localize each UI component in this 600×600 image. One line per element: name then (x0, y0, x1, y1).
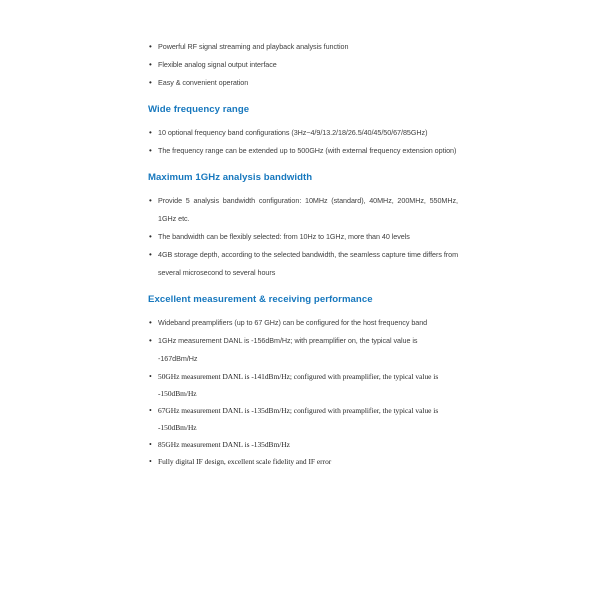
bullet-icon: • (149, 250, 152, 259)
section-heading-maximum-analysis-bandwidth: Maximum 1GHz analysis bandwidth (148, 172, 313, 183)
list-item (148, 192, 458, 228)
content-area (148, 38, 458, 470)
bullet-text: Powerful RF signal streaming and playback analysis function (158, 42, 349, 51)
section-bullet-list (148, 314, 458, 470)
list-item (148, 402, 458, 436)
list-item (148, 142, 458, 160)
bullet-text: Easy & convenient operation (158, 78, 249, 87)
list-item (148, 38, 458, 56)
list-item (148, 56, 458, 74)
bullet-text: 4GB storage depth, according to the selected bandwidth, the seamless capture time differs from several microsecond to several hours (158, 250, 459, 277)
bullet-text: The frequency range can be extended up to 500GHz (with external frequency extension option) (158, 146, 457, 155)
bullet-icon: • (149, 232, 152, 241)
bullet-icon: • (149, 128, 152, 137)
section-heading-measurement-receiving-performance: Excellent measurement & receiving performance (148, 294, 373, 305)
list-item (148, 453, 458, 470)
bullet-text: 1GHz measurement DANL is -156dBm/Hz; with preamplifier on, the typical value is -167dBm/Hz (158, 336, 418, 363)
bullet-icon: • (149, 42, 152, 51)
intro-bullet-list (148, 38, 458, 92)
bullet-text: Provide 5 analysis bandwidth configuration: 10MHz (standard), 40MHz, 200MHz, 550MHz, 1GHz etc. (158, 196, 458, 223)
bullet-icon: • (149, 406, 152, 415)
bullet-icon: • (149, 196, 152, 205)
bullet-icon: • (149, 372, 152, 381)
bullet-icon: • (149, 318, 152, 327)
list-item (148, 314, 458, 332)
bullet-icon: • (149, 78, 152, 87)
bullet-icon: • (149, 336, 152, 345)
bullet-icon: • (149, 457, 152, 466)
section-bullet-list (148, 124, 458, 160)
section-heading-wide-frequency-range: Wide frequency range (148, 104, 250, 115)
bullet-text: 85GHz measurement DANL is -135dBm/Hz (158, 440, 290, 449)
bullet-text: Fully digital IF design, excellent scale fidelity and IF error (158, 457, 332, 466)
bullet-icon: • (149, 146, 152, 155)
bullet-text: Flexible analog signal output interface (158, 60, 277, 69)
list-item (148, 246, 458, 282)
bullet-text: 50GHz measurement DANL is -141dBm/Hz; configured with preamplifier, the typical value is -150dBm/Hz (158, 372, 439, 398)
list-item (148, 228, 458, 246)
bullet-icon: • (149, 60, 152, 69)
bullet-icon: • (149, 440, 152, 449)
bullet-text: Wideband preamplifiers (up to 67 GHz) can be configured for the host frequency band (158, 318, 428, 327)
list-item (148, 332, 458, 368)
bullet-text: The bandwidth can be flexibly selected: from 10Hz to 1GHz, more than 40 levels (158, 232, 410, 241)
bullet-text: 10 optional frequency band configurations (3Hz~4/9/13.2/18/26.5/40/45/50/67/85GHz) (158, 128, 428, 137)
section-bullet-list (148, 192, 458, 282)
list-item (148, 74, 458, 92)
list-item (148, 368, 458, 402)
list-item (148, 124, 458, 142)
bullet-text: 67GHz measurement DANL is -135dBm/Hz; configured with preamplifier, the typical value is -150dBm/Hz (158, 406, 439, 432)
list-item (148, 436, 458, 453)
